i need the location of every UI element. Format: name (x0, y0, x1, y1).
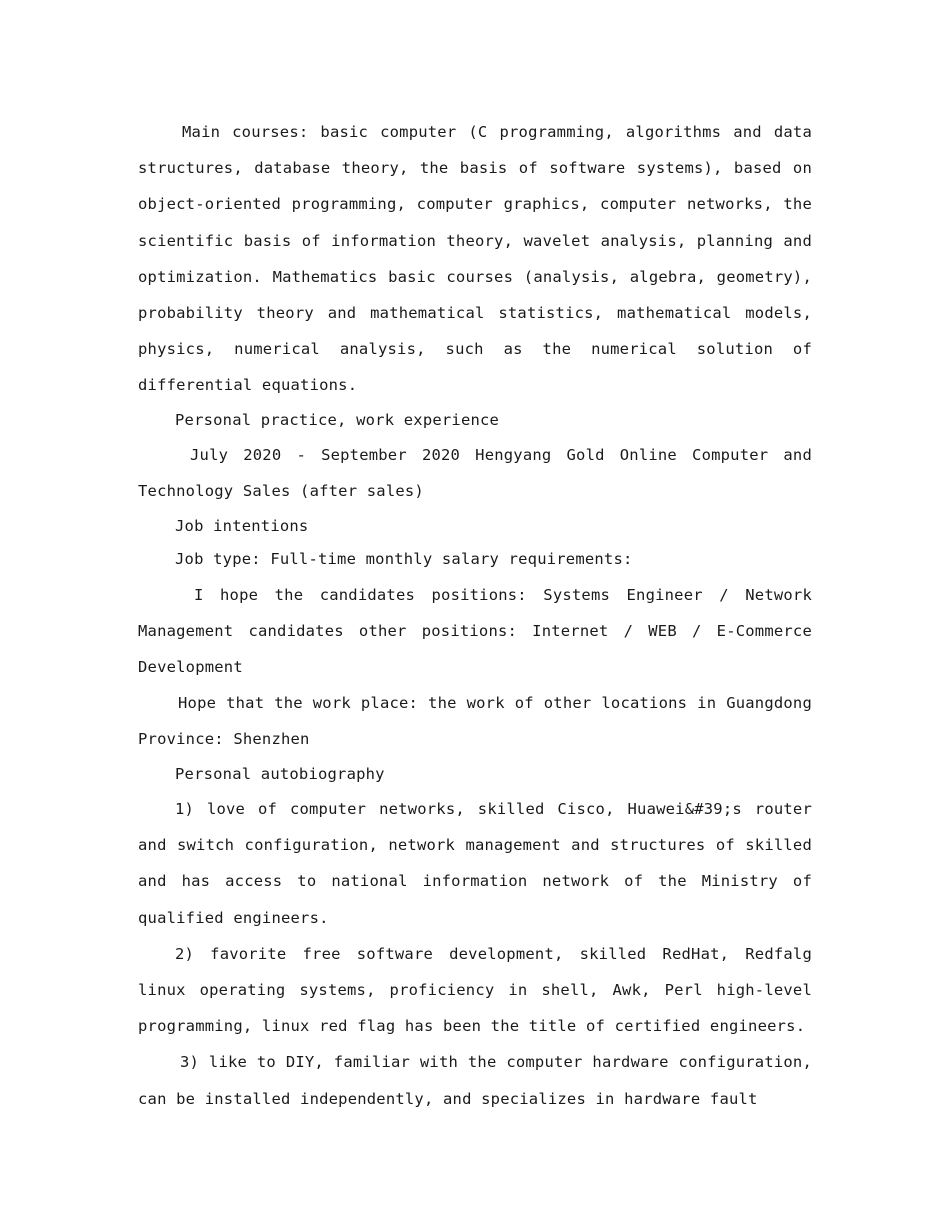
paragraph-work-entry: July 2020 - September 2020 Hengyang Gold Online Computer and Technology Sales (after sales) (138, 446, 812, 501)
paragraph-positions: I hope the candidates positions: Systems Engineer / Network Management candidates other positions: Internet / WEB / E-Commerce Development (138, 585, 812, 676)
document-page (138, 114, 812, 1117)
paragraph-job-type: Job type: Full-time monthly salary requirements: (175, 550, 633, 569)
paragraph-networks: 1) love of computer networks, skilled Cisco, Huawei&#39;s router and switch configuration, network management and structures of skilled and has access to national information network of the Ministry of qualified engineers. (138, 800, 812, 927)
heading-work-experience: Personal practice, work experience (175, 410, 500, 429)
heading-job-intentions: Job intentions (175, 516, 309, 535)
paragraph-free-software: 2) favorite free software development, skilled RedHat, Redfalg linux operating systems, proficiency in shell, Awk, Perl high-level programming, linux red flag has been the title of certified engineers. (138, 944, 812, 1036)
paragraph-work-place: Hope that the work place: the work of other locations in Guangdong Province: Shenzhen (138, 694, 812, 749)
heading-autobiography: Personal autobiography (175, 764, 385, 783)
paragraph-diy: 3) like to DIY, familiar with the computer hardware configuration, can be installed independently, and specializes in hardware fault (138, 1053, 812, 1108)
paragraph-main-courses: Main courses: basic computer (C programming, algorithms and data structures, database theory, the basis of software systems), based on object-oriented programming, computer graphics, computer networks, the scientific basis of information theory, wavelet analysis, planning and optimization. Mathematics basic courses (analysis, algebra, geometry), probability theory and mathematical statistics, mathematical models, physics, numerical analysis, such as the numerical solution of differential equations. (138, 123, 812, 395)
